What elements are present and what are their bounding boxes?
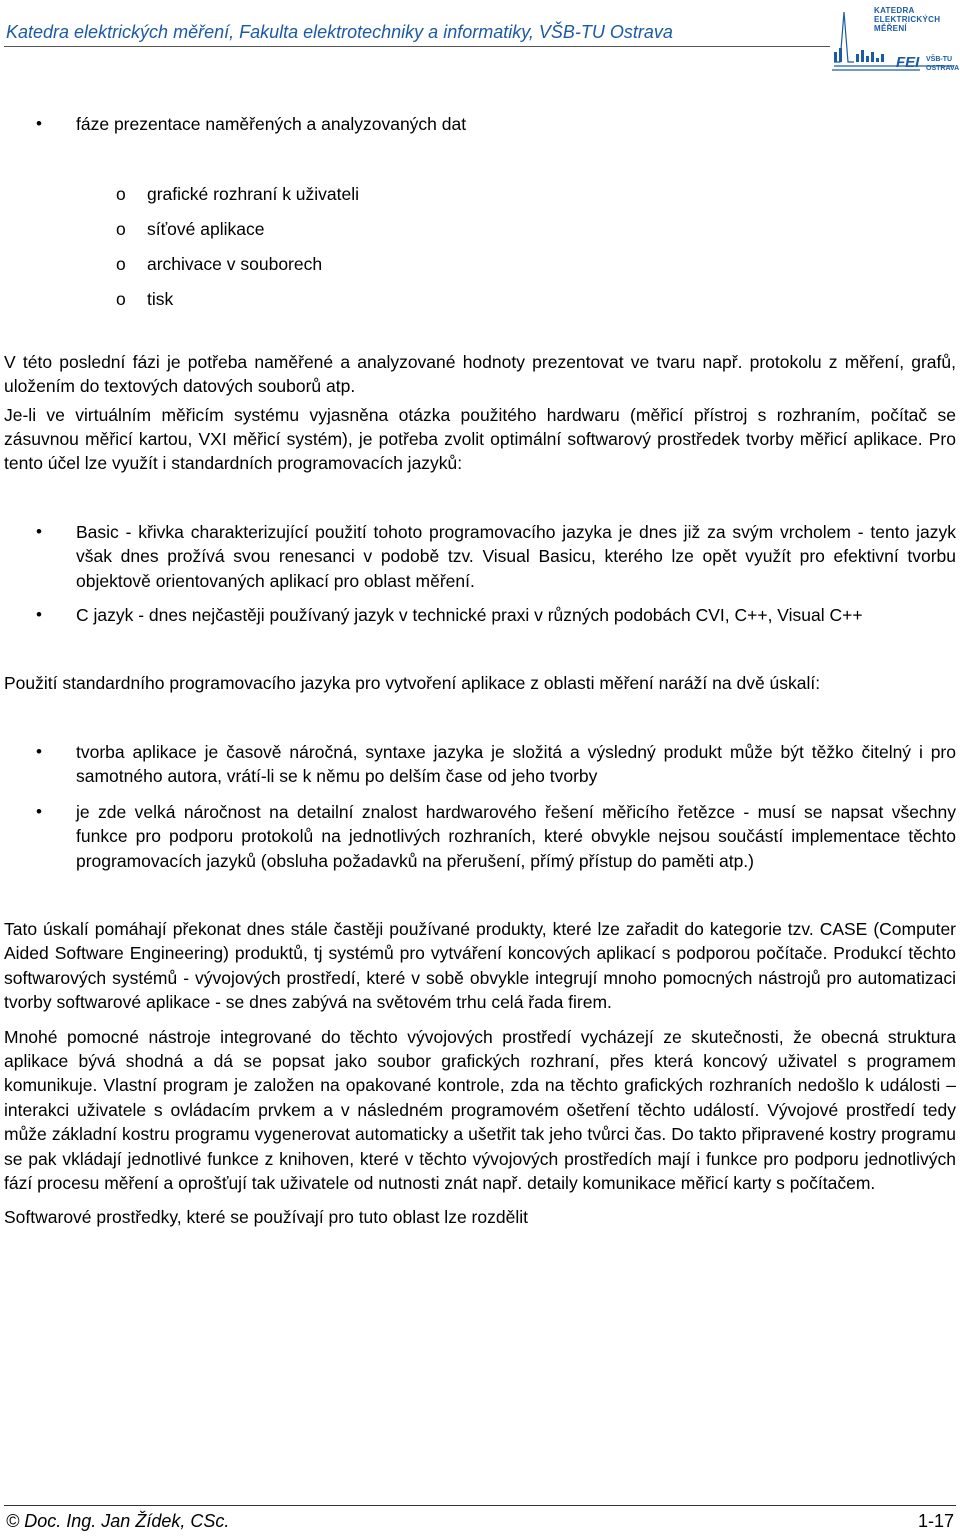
list-item: o tisk [4,287,956,311]
logo-line-2: ELEKTRICKÝCH [874,15,941,24]
paragraph: Je-li ve virtuálním měřicím systému vyjasněna otázka použitého hardwaru (měřicí přístroj s rozhraním, počítač se zásuvnou měřicí kartou, VXI měřicí systém), je potřeba zvolit optimální softwarový prostředek tvorby měřicí aplikace. Pro tento účel lze využít i standardních programovacích jazyků: [4,404,956,474]
phase-list [4,112,956,136]
footer-author: © Doc. Ing. Jan Žídek, CSc. [6,1511,230,1531]
list-item: • C jazyk - dnes nejčastěji používaný jazyk v technické praxi v různých podobách CVI, C++, Visual C++ [4,603,956,627]
logo-line-3: MĚŘENÍ [874,24,907,33]
problem-list [4,740,956,873]
paragraph: V této poslední fázi je potřeba naměřené a analyzované hodnoty prezentovat ve tvaru např. protokolu z měření, grafů, uložením do textových datových souborů atp. [4,351,956,397]
list-item: • je zde velká náročnost na detailní znalost hardwarového řešení měřicího řetězce - musí se napsat všechny funkce pro podporu protokolů na jednotlivých rozhraních, které obvykle nejsou součástí implementace těchto programovacích jazyků (obsluha požadavků na přerušení, přímý přístup do paměti atp.) [4,800,956,873]
list-item: o archivace v souborech [4,252,956,276]
paragraph: Mnohé pomocné nástroje integrované do těchto vývojových prostředí vycházejí ze skutečnosti, že obecná struktura aplikace bývá shodná a dá se popsat jako soubor grafických rozhraní, přes která koncový uživatel s programem komunikuje. Vlastní program je založen na opakované kontrole, zda na těchto grafických rozhraních nedošlo k události – interakci uživatele s ovládacím prvkem a v následném programovém ošetření těchto událostí. Vývojové prostředí tedy může základní kostru programu vygenerovat automaticky a ušetřit tak jeho tvůrci čas. Do takto připravené kostry programu se pak vkládají jednotlivé funkce z knihoven, které v těchto vývojových prostředích mají i funkce pro podporu jednotlivých fází procesu měření a oprošťují tak uživatele od nutnosti znát např. detaily komunikace měřicí karty s počítačem. [4,1026,956,1193]
document-body [4,112,956,1230]
language-list [4,520,956,628]
header-title: Katedra elektrických měření, Fakulta elektrotechniky a informatiky, VŠB-TU Ostrava [6,22,673,42]
list-item: • fáze prezentace naměřených a analyzovaných dat [4,112,956,136]
logo-city: OSTRAVA [926,65,960,72]
logo-vsb: VŠB-TU [926,56,953,63]
page-number: 1-17 [917,1511,954,1531]
list-item: • Basic - křivka charakterizující použití tohoto programovacího jazyka je dnes již za svým vrcholem - tento jazyk však dnes prožívá svou renesanci v podobě tzv. Visual Basicu, kterého lze opět využít pro efektivní tvorbu objektově orientovaných aplikací pro oblast měření. [4,520,956,593]
paragraph: Tato úskalí pomáhají překonat dnes stále častěji používané produkty, které lze zařadit do kategorie tzv. CASE (Computer Aided Software Engineering) produktů, tj systémů pro vytváření koncových aplikací s podporou počítače. Produkcí těchto softwarových systémů - vývojových prostředí, které v sobě obvykle integrují mnoho pomocných nástrojů pro automatizaci tvorby softwarové aplikace - se dnes zabývá na světovém trhu celá řada firem. [4,918,956,1013]
paragraph: Použití standardního programovacího jazyka pro vytvoření aplikace z oblasti měření naráží na dvě úskalí: [4,673,821,694]
department-logo [830,2,958,76]
logo-line-1: KATEDRA [874,6,915,15]
page-header [0,0,960,78]
header-rule [4,46,830,47]
logo-text [874,6,940,33]
logo-fei: FEI [896,54,920,71]
list-item: • tvorba aplikace je časově náročná, syntaxe jazyka je složitá a výsledný produkt může být těžko čitelný i pro samotného autora, vrátí-li se k němu po delším čase od jeho tvorby [4,740,956,789]
footer-rule [4,1505,956,1506]
sub-list [4,182,956,311]
paragraph: Softwarové prostředky, které se používají pro tuto oblast lze rozdělit [4,1207,528,1228]
list-item: o síťové aplikace [4,217,956,241]
list-item: o grafické rozhraní k uživateli [4,182,956,206]
